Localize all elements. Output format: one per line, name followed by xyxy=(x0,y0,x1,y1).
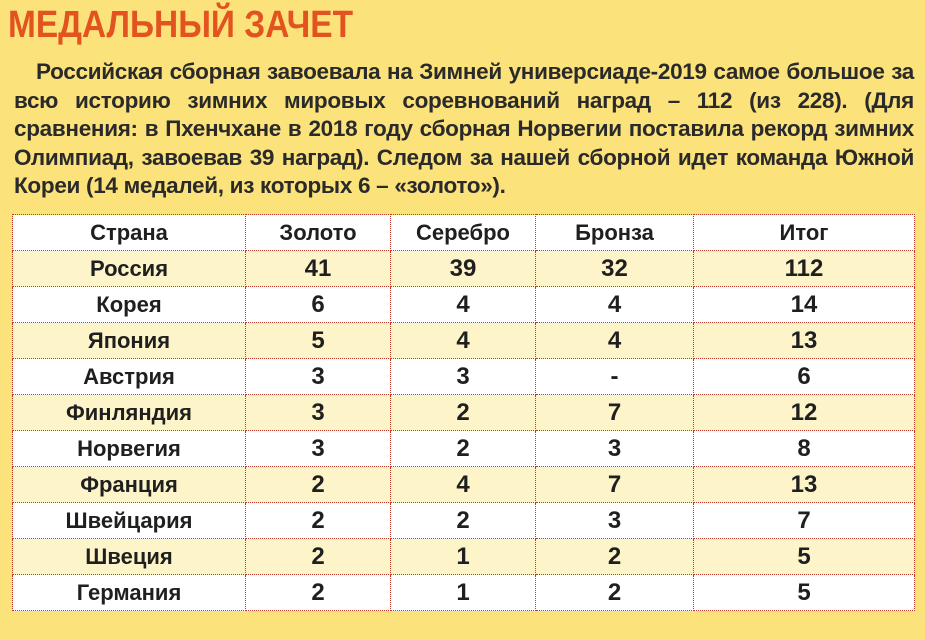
cell-country: Япония xyxy=(13,323,246,359)
cell-bronze: 2 xyxy=(536,539,694,575)
cell-country: Норвегия xyxy=(13,431,246,467)
medal-table-container xyxy=(12,214,914,611)
table-row xyxy=(13,395,915,431)
cell-silver: 4 xyxy=(391,467,536,503)
cell-silver: 4 xyxy=(391,323,536,359)
cell-gold: 41 xyxy=(246,251,391,287)
cell-country: Германия xyxy=(13,575,246,611)
cell-gold: 5 xyxy=(246,323,391,359)
cell-gold: 3 xyxy=(246,431,391,467)
cell-country: Австрия xyxy=(13,359,246,395)
cell-country: Корея xyxy=(13,287,246,323)
cell-gold: 3 xyxy=(246,395,391,431)
cell-total: 8 xyxy=(694,431,915,467)
cell-bronze: 3 xyxy=(536,503,694,539)
cell-total: 12 xyxy=(694,395,915,431)
table-row xyxy=(13,323,915,359)
cell-country: Россия xyxy=(13,251,246,287)
cell-gold: 2 xyxy=(246,467,391,503)
table-row xyxy=(13,467,915,503)
cell-silver: 2 xyxy=(391,503,536,539)
cell-gold: 2 xyxy=(246,539,391,575)
cell-bronze: 4 xyxy=(536,287,694,323)
table-row xyxy=(13,359,915,395)
cell-bronze: 7 xyxy=(536,395,694,431)
medal-table xyxy=(12,214,915,611)
cell-bronze: 2 xyxy=(536,575,694,611)
cell-total: 5 xyxy=(694,575,915,611)
cell-gold: 6 xyxy=(246,287,391,323)
header-bronze: Бронза xyxy=(536,215,694,251)
cell-silver: 2 xyxy=(391,431,536,467)
cell-silver: 3 xyxy=(391,359,536,395)
table-row xyxy=(13,287,915,323)
cell-bronze: 3 xyxy=(536,431,694,467)
cell-total: 13 xyxy=(694,467,915,503)
cell-bronze: 4 xyxy=(536,323,694,359)
cell-gold: 2 xyxy=(246,503,391,539)
header-total: Итог xyxy=(694,215,915,251)
cell-silver: 2 xyxy=(391,395,536,431)
table-row xyxy=(13,503,915,539)
cell-bronze: 32 xyxy=(536,251,694,287)
cell-total: 13 xyxy=(694,323,915,359)
cell-country: Финляндия xyxy=(13,395,246,431)
cell-silver: 1 xyxy=(391,575,536,611)
cell-country: Швейцария xyxy=(13,503,246,539)
cell-silver: 39 xyxy=(391,251,536,287)
header-silver: Серебро xyxy=(391,215,536,251)
cell-gold: 2 xyxy=(246,575,391,611)
cell-total: 112 xyxy=(694,251,915,287)
table-row xyxy=(13,539,915,575)
cell-total: 7 xyxy=(694,503,915,539)
cell-country: Франция xyxy=(13,467,246,503)
cell-total: 14 xyxy=(694,287,915,323)
cell-silver: 1 xyxy=(391,539,536,575)
header-gold: Золото xyxy=(246,215,391,251)
cell-gold: 3 xyxy=(246,359,391,395)
table-row xyxy=(13,575,915,611)
header-country: Страна xyxy=(13,215,246,251)
cell-total: 6 xyxy=(694,359,915,395)
cell-country: Швеция xyxy=(13,539,246,575)
header-row xyxy=(13,215,915,251)
cell-bronze: 7 xyxy=(536,467,694,503)
cell-silver: 4 xyxy=(391,287,536,323)
article-lead: Российская сборная завоевала на Зимней универсиаде-2019 самое большое за всю историю зимних мировых соревнований наград – 112 (из 228). (Для сравнения: в Пхенчхане в 2018 году сборная Норвегии поставила рекорд зимних Олимпиад, завоевав 39 наград). Следом за нашей сборной идет команда Южной Кореи (14 медалей, из которых 6 – «золото»). xyxy=(14,59,914,198)
medal-table-body xyxy=(13,251,915,611)
medal-table-header xyxy=(13,215,915,251)
table-row xyxy=(13,251,915,287)
article-title: МЕДАЛЬНЫЙ ЗАЧЕТ xyxy=(8,4,354,46)
cell-bronze: - xyxy=(536,359,694,395)
table-row xyxy=(13,431,915,467)
cell-total: 5 xyxy=(694,539,915,575)
